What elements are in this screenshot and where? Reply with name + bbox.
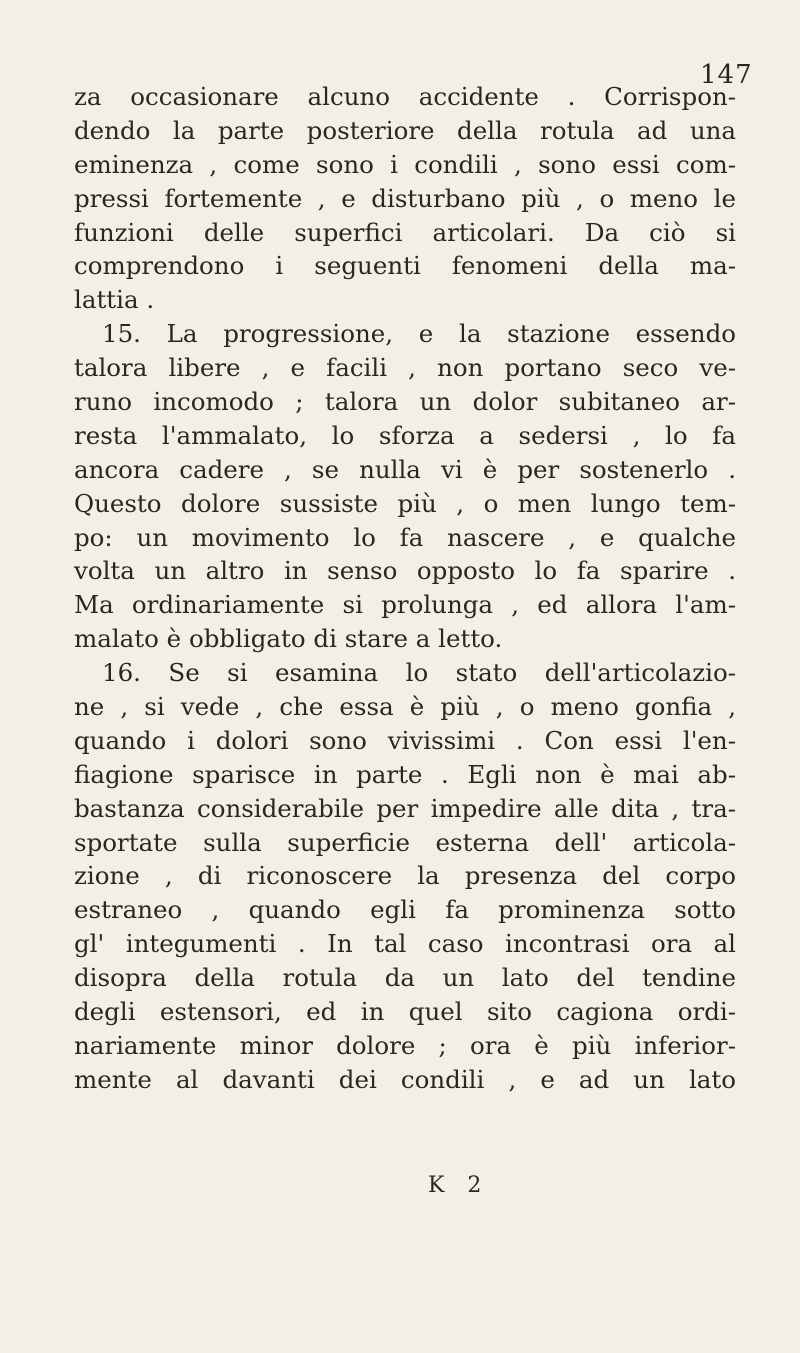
text-line: fiagione sparisce in parte . Egli non è mai ab-	[74, 759, 736, 789]
text-line: gl' integumenti . In tal caso incontrasi ora al	[74, 929, 736, 959]
text-line: funzioni delle superfici articolari. Da ciò si	[74, 217, 736, 247]
text-line: po: un movimento lo fa nascere , e qualche	[74, 522, 736, 552]
text-line: zione , di riconoscere la presenza del corpo	[74, 861, 736, 891]
body-text	[74, 80, 736, 1097]
text-line: comprendono i seguenti fenomeni della ma-	[74, 251, 736, 281]
text-line: nariamente minor dolore ; ora è più inferior-	[74, 1030, 736, 1060]
text-line: mente al davanti dei condili , e ad un lato	[74, 1064, 736, 1094]
paragraph-16-start: 16. Se si esamina lo stato dell'articolazio-	[102, 658, 736, 688]
text-line: Questo dolore sussiste più , o men lungo tem-	[74, 488, 736, 518]
text-line: lattia .	[74, 285, 155, 315]
text-line: degli estensori, ed in quel sito cagiona ordi-	[74, 997, 736, 1027]
page-number: 147	[700, 60, 753, 90]
text-line: resta l'ammalato, lo sforza a sedersi , lo fa	[74, 420, 736, 450]
text-line: ne , si vede , che essa è più , o meno gonfia ,	[74, 692, 736, 722]
signature-mark: K 2	[428, 1173, 490, 1198]
text-line: eminenza , come sono i condili , sono essi com-	[74, 149, 736, 179]
text-line: disopra della rotula da un lato del tendine	[74, 963, 736, 993]
paragraph-15-start: 15. La progressione, e la stazione essendo	[102, 319, 736, 349]
text-line: malato è obbligato di stare a letto.	[74, 624, 503, 654]
text-line: volta un altro in senso opposto lo fa sparire .	[74, 556, 736, 586]
text-line: ancora cadere , se nulla vi è per sostenerlo .	[74, 454, 736, 484]
text-line: runo incomodo ; talora un dolor subitaneo ar-	[74, 387, 736, 417]
text-line: za occasionare alcuno accidente . Corrispon-	[74, 82, 736, 111]
text-line: talora libere , e facili , non portano seco ve-	[74, 353, 736, 383]
text-line: bastanza considerabile per impedire alle dita , tra-	[74, 793, 736, 823]
text-line: estraneo , quando egli fa prominenza sotto	[74, 895, 736, 925]
text-line: dendo la parte posteriore della rotula ad una	[74, 115, 736, 145]
text-line: Ma ordinariamente si prolunga , ed allora l'am-	[74, 590, 736, 620]
text-line: pressi fortemente , e disturbano più , o meno le	[74, 183, 736, 213]
text-line: quando i dolori sono vivissimi . Con essi l'en-	[74, 725, 736, 755]
text-line: sportate sulla superficie esterna dell' articola-	[74, 827, 736, 857]
